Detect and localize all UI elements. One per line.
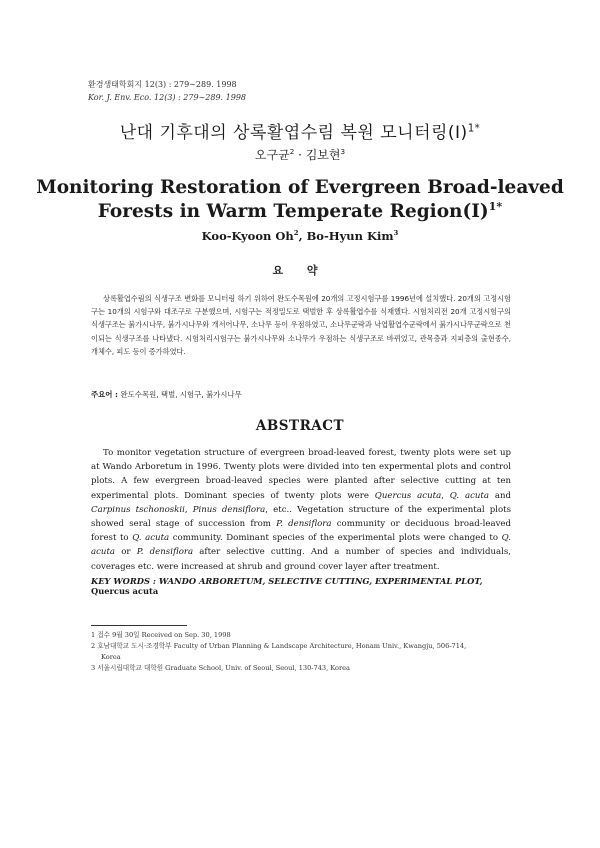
english-title-line-1: Monitoring Restoration of Evergreen Broad-leaved bbox=[36, 177, 564, 198]
korean-title-text: 난대 기후대의 상록활엽수림 복원 모니터링(Ⅰ) bbox=[119, 123, 468, 143]
species-name: Pinus densiflora bbox=[192, 504, 266, 515]
korean-author-1-mark: 2 bbox=[289, 147, 295, 156]
footnotes bbox=[91, 630, 521, 674]
species-name: Carpinus tschonoskii bbox=[91, 504, 185, 515]
abstract-text-1: To monitor vegetation structure of evergreen broad-leaved forest, twenty plots were set up at Wando Arboretum in 1996. Twenty plots were divided into ten expermental plots and control plots. A few evergreen broad-leaved species were planted after selective cutting at ten experimental plots. Dominant species of twenty plots were bbox=[91, 448, 511, 501]
journal-citation-korean: 환경생태학회지 12(3) : 279∼289. 1998 bbox=[88, 80, 237, 89]
korean-author-2-mark: 3 bbox=[340, 147, 346, 156]
footnote-2: 2 호남대학교 도시·조경학부 Faculty of Urban Planning & Landscape Architecture, Honam Univ., Kwangju, 506-714, bbox=[91, 642, 467, 650]
english-author-separator: , bbox=[298, 229, 307, 243]
english-title-line-2-wrap bbox=[0, 200, 600, 224]
korean-title bbox=[0, 118, 600, 143]
english-keywords-label: KEY WORDS : bbox=[91, 576, 159, 586]
english-title-footnote-mark: 1* bbox=[488, 199, 503, 213]
abstract-text-8: or bbox=[115, 547, 137, 558]
footnote-2-continued: Korea bbox=[101, 653, 121, 661]
english-keywords-italic: WANDO ARBORETUM, SELECTIVE CUTTING, EXPERIMENTAL PLOT, bbox=[158, 576, 483, 586]
korean-abstract: 상록활엽수림의 식생구조 변화를 모니터링 하기 위하여 완도수목원에 20개의 고정시험구를 1996년에 설치했다. 20개의 고정시험구는 10개의 시험구와 대조구로 구분했으며, 시험구는 적정밀도로 택벌한 후 상록활엽수를 식재했다. 시험처리전 20개 고정시험구의 식생구조는 붉가시나무, 붉가시나무와 개서어나무, 소나무 등이 우점하였고, 소나무군락과 낙엽활엽수군락에서 붉가시나무군락으로 천이되는 식생구조를 나타냈다. 시험처리시험구는 붉가시나무와 소나무가 우점하는 식생구조로 바뀌었고, 관목층과 지피층의 출현종수, 개체수, 피도 등이 증가하였다. bbox=[91, 294, 511, 356]
english-author-1-mark: 2 bbox=[293, 229, 299, 238]
korean-author-1: 오구균 bbox=[254, 148, 290, 162]
abstract-text-6: community or deciduous broad-leaved forest to bbox=[91, 519, 512, 544]
korean-author-separator: · bbox=[294, 148, 306, 162]
english-keywords bbox=[91, 576, 521, 596]
korean-abstract-heading: 요 약 bbox=[272, 264, 328, 277]
abstract-text-2: , bbox=[441, 490, 450, 501]
abstract-text-7: community. Dominant species of the experimental plots were changed to bbox=[169, 533, 502, 544]
korean-authors bbox=[0, 146, 600, 163]
english-author-2-mark: 3 bbox=[393, 229, 399, 238]
english-author-1: Koo-Kyoon Oh bbox=[201, 229, 294, 243]
english-title bbox=[0, 176, 600, 224]
species-name: Q. acuta bbox=[449, 490, 490, 501]
species-name: Q. acuta bbox=[91, 533, 511, 558]
english-author-2: Bo-Hyun Kim bbox=[306, 229, 394, 243]
abstract-text-5: , etc.. Vegetation structure of the experimental plots showed seral stage of succession from bbox=[91, 504, 511, 530]
footnote-divider bbox=[91, 625, 187, 626]
abstract-text-4: , bbox=[184, 504, 193, 515]
species-name: P. densiflora bbox=[136, 547, 194, 558]
journal-header bbox=[88, 78, 246, 104]
species-name: P. densiflora bbox=[276, 519, 332, 530]
footnote-1: 1 접수 9월 30일 Received on Sep. 30, 1998 bbox=[91, 631, 231, 639]
english-keywords-plain: Quercus acuta bbox=[91, 586, 159, 596]
footnote-3: 3 서울시립대학교 대학원 Graduate School, Univ. of Seoul, Seoul, 130-743, Korea bbox=[91, 664, 350, 672]
species-name: Quercus acuta bbox=[374, 490, 442, 501]
english-authors bbox=[0, 229, 600, 243]
english-abstract bbox=[91, 446, 511, 574]
korean-keywords-label: 주요어 : bbox=[91, 390, 121, 399]
abstract-heading: ABSTRACT bbox=[255, 418, 345, 434]
korean-author-2: 김보현 bbox=[305, 148, 341, 162]
korean-keywords bbox=[91, 389, 242, 400]
abstract-text-9: after selective cutting. And a number of species and individuals, coverages etc. were increased at shrub and ground cover layer after treatment. bbox=[91, 547, 512, 572]
korean-keywords-text: 완도수목원, 택벌, 시험구, 붉가시나무 bbox=[120, 390, 242, 399]
korean-title-footnote-mark: 1* bbox=[467, 123, 481, 135]
journal-citation-english: Kor. J. Env. Eco. 12(3) : 279∼289. 1998 bbox=[88, 93, 246, 102]
english-title-line-2: Forests in Warm Temperate Region(I) bbox=[97, 201, 489, 222]
abstract-text-3: and bbox=[489, 490, 512, 501]
species-name: Q. acuta bbox=[132, 533, 170, 544]
